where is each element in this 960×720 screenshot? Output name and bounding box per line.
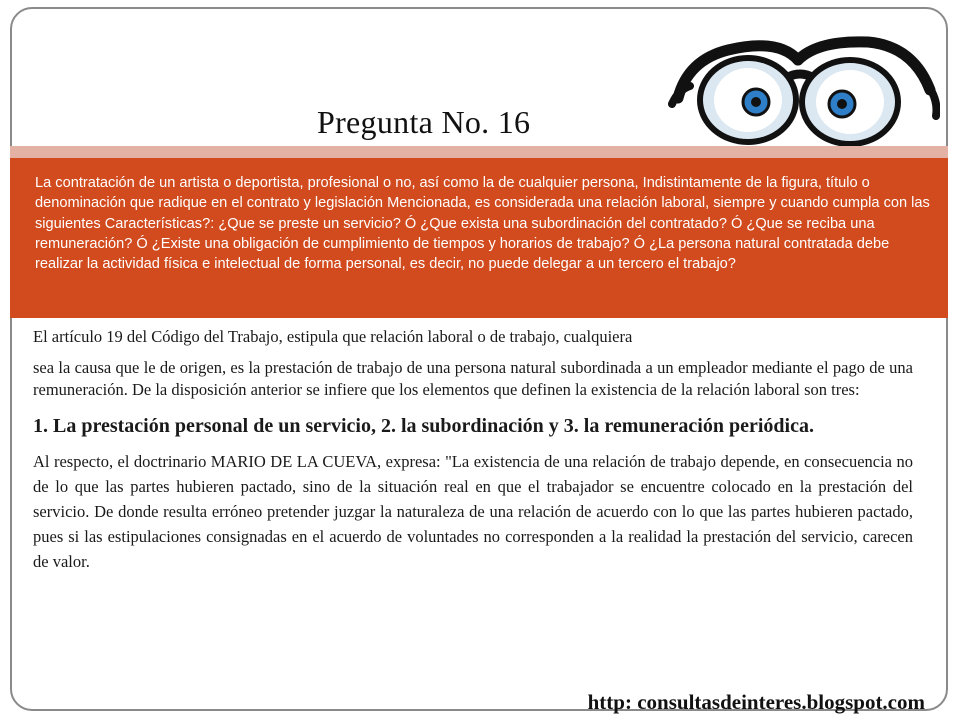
question-box	[10, 158, 948, 318]
glasses-icon	[668, 20, 940, 146]
paragraph-definition: sea la causa que le de origen, es la prestación de trabajo de una persona natural subordinada a un empleador mediante el pago de una remuneración. De la disposición anterior se infiere que los elementos que definen la existencia de la relación laboral son tres:	[33, 358, 913, 399]
answer-content	[33, 325, 913, 574]
footer-url-link[interactable]: http: consultasdeinteres.blogspot.com	[587, 690, 925, 714]
paragraph-three-elements: 1. La prestación personal de un servicio, 2. la subordinación y 3. la remuneración periódica.	[33, 415, 814, 437]
slide-title: Pregunta No. 16	[317, 104, 531, 140]
paragraph-article-19: El artículo 19 del Código del Trabajo, estipula que relación laboral o de trabajo, cualquiera	[33, 327, 633, 346]
question-text: La contratación de un artista o deportista, profesional o no, así como la de cualquier persona, Indistintamente de la figura, título o denominación que radique en el contrato y legislación Mencionada, es considerada una relación laboral, siempre y cuando cumpla con las siguientes Características?: ¿Que se preste un servicio? Ó ¿Que exista una subordinación del contratado? Ó ¿Que se reciba una remuneración? Ó ¿Existe una obligación de cumplimiento de tiempos y horarios de trabajo? Ó ¿La persona natural contratada debe realizar la actividad física e intelectual de forma personal, es decir, no puede delegar a un tercero el trabajo?	[35, 175, 930, 273]
paragraph-quote: Al respecto, el doctrinario MARIO DE LA CUEVA, expresa: "La existencia de una relación de trabajo depende, en consecuencia no de lo que las partes hubieren pactado, sino de la situación real en que el trabajador se encuentre colocado en la prestación del servicio. De donde resulta erróneo pretender juzgar la naturaleza de una relación de acuerdo con lo que las partes hubieren pactado, pues si las estipulaciones consignadas en el acuerdo de voluntades no corresponden a la realidad la prestación del servicio, carecen de valor.	[33, 452, 913, 571]
title-divider	[10, 146, 948, 158]
